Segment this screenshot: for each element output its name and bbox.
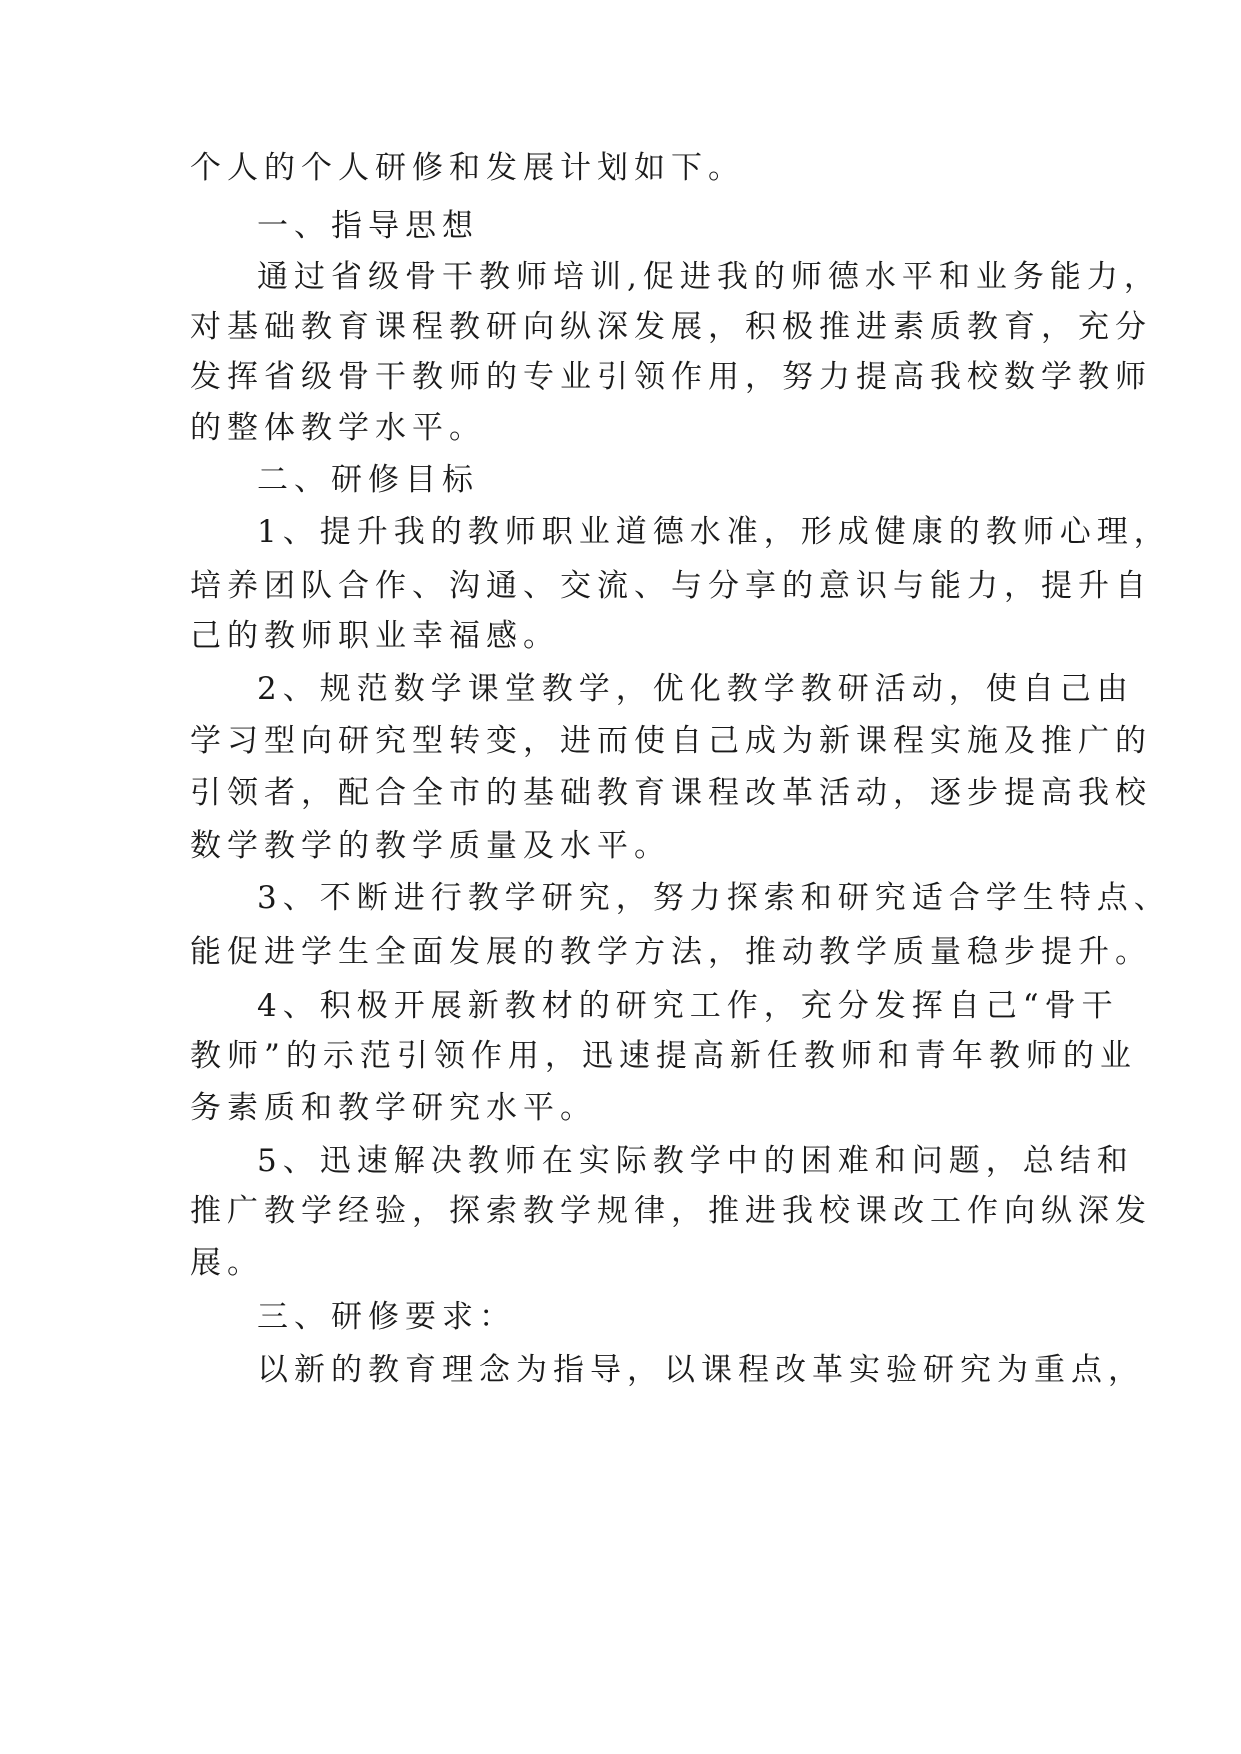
section-heading: 三、研修要求： (257, 1299, 516, 1335)
paragraph-first-line: 5、迅速解决教师在实际教学中的困难和问题，总结和 (257, 1143, 1134, 1179)
body-line: 培养团队合作、沟通、交流、与分享的意识与能力，提升自 (190, 568, 1152, 604)
body-line: 能促进学生全面发展的教学方法，推动教学质量稳步提升。 (190, 934, 1152, 970)
paragraph-first-line: 4、积极开展新教材的研究工作，充分发挥自己“骨干 (257, 988, 1119, 1024)
paragraph-first-line: 通过省级骨干教师培训,促进我的师德水平和业务能力， (257, 259, 1161, 295)
body-line: 教师”的示范引领作用，迅速提高新任教师和青年教师的业 (190, 1038, 1137, 1074)
body-line: 引领者，配合全市的基础教育课程改革活动，逐步提高我校 (190, 775, 1152, 811)
paragraph-first-line: 2、规范数学课堂教学，优化教学教研活动，使自己由 (257, 671, 1134, 707)
paragraph-first-line: 以新的教育理念为指导，以课程改革实验研究为重点， (257, 1352, 1145, 1388)
body-line: 展。 (190, 1245, 264, 1281)
section-heading: 二、研修目标 (257, 462, 479, 498)
body-line: 发挥省级骨干教师的专业引领作用，努力提高我校数学教师 (190, 359, 1152, 395)
body-line: 推广教学经验，探索教学规律，推进我校课改工作向纵深发 (190, 1193, 1152, 1229)
body-line: 的整体教学水平。 (190, 410, 486, 446)
body-line: 务素质和教学研究水平。 (190, 1090, 597, 1126)
body-line: 己的教师职业幸福感。 (190, 618, 560, 654)
body-line: 对基础教育课程教研向纵深发展，积极推进素质教育，充分 (190, 309, 1152, 345)
section-heading: 一、指导思想 (257, 208, 479, 244)
paragraph-first-line: 3、不断进行教学研究，努力探索和研究适合学生特点、 (257, 880, 1171, 916)
body-line: 数学教学的教学质量及水平。 (190, 828, 671, 864)
body-line: 学习型向研究型转变，进而使自己成为新课程实施及推广的 (190, 723, 1152, 759)
body-line: 个人的个人研修和发展计划如下。 (190, 150, 745, 186)
paragraph-first-line: 1、提升我的教师职业道德水准，形成健康的教师心理， (257, 514, 1171, 550)
